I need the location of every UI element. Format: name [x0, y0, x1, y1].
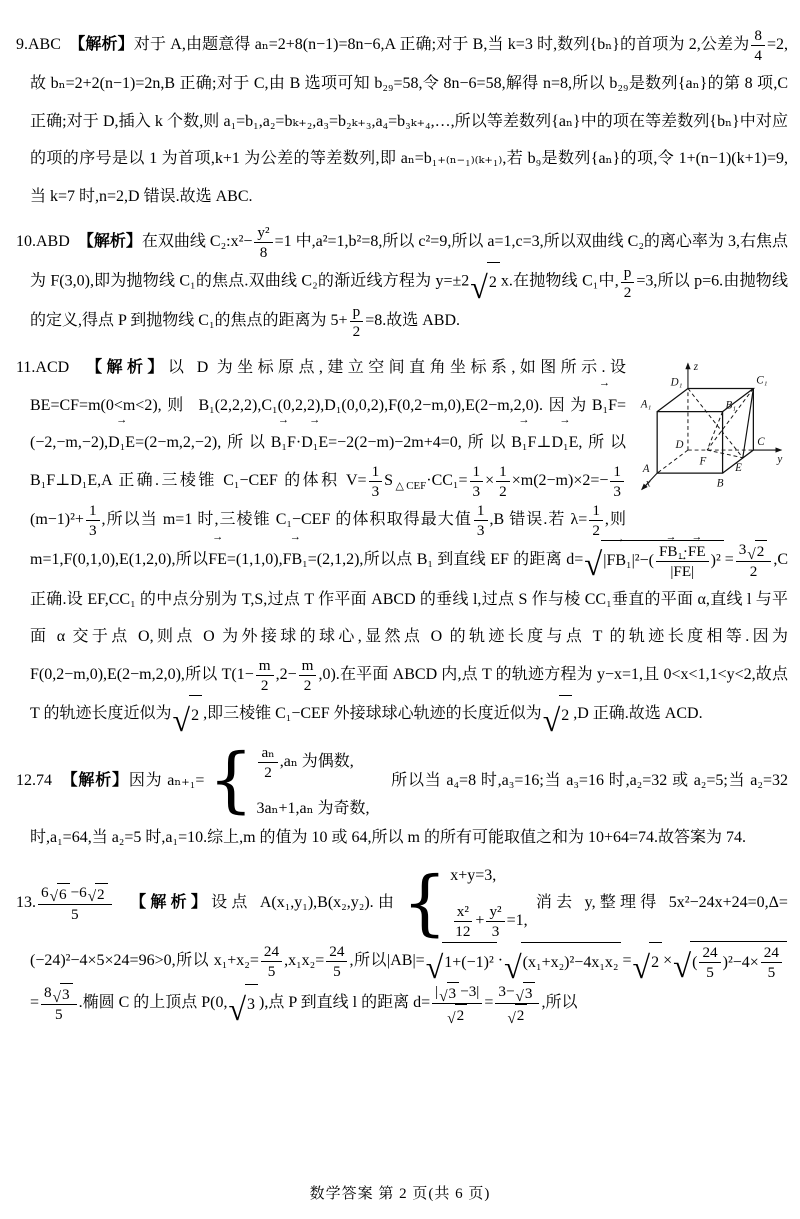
vertex-label-c1: C₁ — [756, 374, 768, 387]
vertex-label-a: A — [642, 463, 650, 476]
solution-item-11 — [16, 349, 788, 738]
page-footer: 数学答案 第 2 页(共 6 页) — [309, 1186, 491, 1202]
cube-figure — [636, 351, 788, 501]
solution-item-13: 13. 6 √ 6 −6 √ 2 5 【解析】设点 A(x₁,y₁),B(x₂,y₂).由 { x+y=3, $\frac{\text{x²}}{12}$ + $\frac{\text{y²}}{3}$ =1, 消去 y,整理得 5x²−24x+24=0,Δ=(−24)²−4×5×24=96>0,所以 x₁+x₂= $\frac{24}{5}$ ,x₁x₂= $\frac{24}{5}$ ,所以|AB|= √ 1+(−1)² · √ (x₁+x₂)²−4x₁x₂ = √ 2 × √ ( $\frac{24}{5}$ )²−4× $\frac{24}{5}$ = 8 √ 3 5 .椭圆 C 的上顶点 P(0, √ 3 ),点 P 到直线 l 的距离 d= | √ 3 −3| √ 2 = 3− √ 3 √ 2 ,所以 — [16, 860, 788, 1028]
solution-item-12: 12.74 【解析】因为 aₙ₊₁= { $\frac{\text{aₙ}}{2}$ ,aₙ 为偶数, 3aₙ+1,aₙ 为奇数, 所以当 a₄=8 时,a₃=16;当 a₃=16 时,a₂=32 或 a₂=5;当 a₂=32 时,a₁=64,当 a₂=5 时,a₁=10.综上,m 的值为 10 或 64,所以 m 的所有可能取值之和为 10+64=74.故答案为 74. — [16, 738, 788, 847]
vertex-label-e: E — [735, 462, 742, 475]
vertex-label-b1: B₁ — [725, 399, 737, 412]
vertex-label-c: C — [757, 436, 765, 449]
vertex-label-f: F — [699, 455, 707, 468]
construction-lines — [688, 388, 753, 457]
x-axis-label: x — [645, 477, 651, 490]
vertex-label-b: B — [716, 477, 724, 490]
solution-item-10: 10.ABD 【解析】在双曲线 C₂:x²− $\frac{\text{y²}}{8}$ =1 中,a²=1,b²=8,所以 c²=9,所以 a=1,c=3,所以双曲线 C₂的离心率为 3,右焦点为 F(3,0),即为抛物线 C₁的焦点.双曲线 C₂的渐近线方程为 y=±2 √ 2 x.在抛物线 C₁中, $\frac{p}{2}$ =3,所以 p=6.由抛物线的定义,得点 P 到抛物线 C₁的焦点的距离为 5+ $\frac{p}{2}$ =8.故选 ABD. — [16, 224, 788, 340]
vertex-label-a1: A₁ — [640, 398, 652, 411]
solution-item-9: 9.ABC 【解析】对于 A,由题意得 aₙ=2+8(n−1)=8n−6,A 正确;对于 B,当 k=3 时,数列{bₙ}的首项为 2,公差为 $\frac{8}{4}$ =2,故 bₙ=2+2(n−1)=2n,B 正确;对于 C,由 B 选项可知 b₂₉=58,令 8n−6=58,解得 n=8,所以 b₂₉是数列{aₙ}的第 8 项,C 正确;对于 D,插入 k 个数,则 a₁=b₁,a₂=bₖ₊₂,a₃=b₂ₖ₊₃,a₄=b₃ₖ₊₄,…,所以等差数列{aₙ}中的项在等差数列{bₙ}中对应的项的序号是以 1 为首项,k+1 为公差的等差数列,即 aₙ=b₁₊₍ₙ₋₁₎₍ₖ₊₁₎,若 b₉是数列{aₙ}的项,令 1+(n−1)(k+1)=9,当 k=7 时,n=2,D 错误.故选 ABC. — [16, 27, 788, 205]
vertex-label-d1: D₁ — [670, 376, 683, 389]
solution-item-11-text: 11.ACD 【解析】以 D 为坐标原点,建立空间直角坐标系,如图所示.设 BE=CF=m(0<m<2),则 B₁(2,2,2),C₁(0,2,2),D₁(0,0,2),F(0,2−m,0),E(2−m,2,0).因为→ B₁F=(−2,−m,−2),→ D₁E=(2−m,2,−2),所以→ B₁F·→ D₁E=−2(2−m)−2m+4=0,所以→ B₁F⊥→ D₁E,所以 B₁F⊥D₁E,A 正确.三棱锥 C₁−CEF 的体积 V= $\frac{1}{3}$ $S_{\triangle CEF}\cdot CC_1=$ $\frac{1}{3}$ × $\frac{1}{2}$ ×m(2−m)×2=− $\frac{1}{3}$ (m−1)²+ $\frac{1}{3}$ ,所以当 m=1 时,三棱锥 C₁−CEF 的体积取得最大值 $\frac{1}{3}$ ,B 错误.若 λ= $\frac{1}{2}$ ,则 m=1,F(0,1,0),E(1,2,0),所以→ FE=(1,1,0),→ FB₁=(2,1,2),所以点 B₁ 到直线 EF 的距离 d= √ | → FB₁ |²−( → $\frac{\text{FB₁·→ FE}}{|\to FE|}$ )² = 3 √ 2 2 ,C 正确.设 EF,CC₁ 的中点分别为 T,S,过点 T 作平面 ABCD 的垂线 l,过点 S 作与棱 CC₁垂直的平面 α,直线 l 与平面 α 交于点 O,则点 O 为外接球的球心,显然点 O 的轨迹长度与点 T 的轨迹长度相等.因为 F(0,2−m,0),E(2−m,2,0),所以 T(1− $\frac{m}{2}$ ,2− $\frac{m}{2}$ ,0).在平面 ABCD 内,点 T 的轨迹方程为 y−x=1,且 0<x<1,1<y<2,故点 T 的轨迹长度近似为 √ 2 ,即三棱锥 C₁−CEF 外接球球心轨迹的长度近似为 √ 2 ,D 正确.故选 ACD. — [16, 359, 788, 722]
y-axis-label: y — [777, 453, 783, 466]
z-axis-label: z — [693, 361, 699, 374]
vertex-label-d: D — [675, 439, 684, 452]
